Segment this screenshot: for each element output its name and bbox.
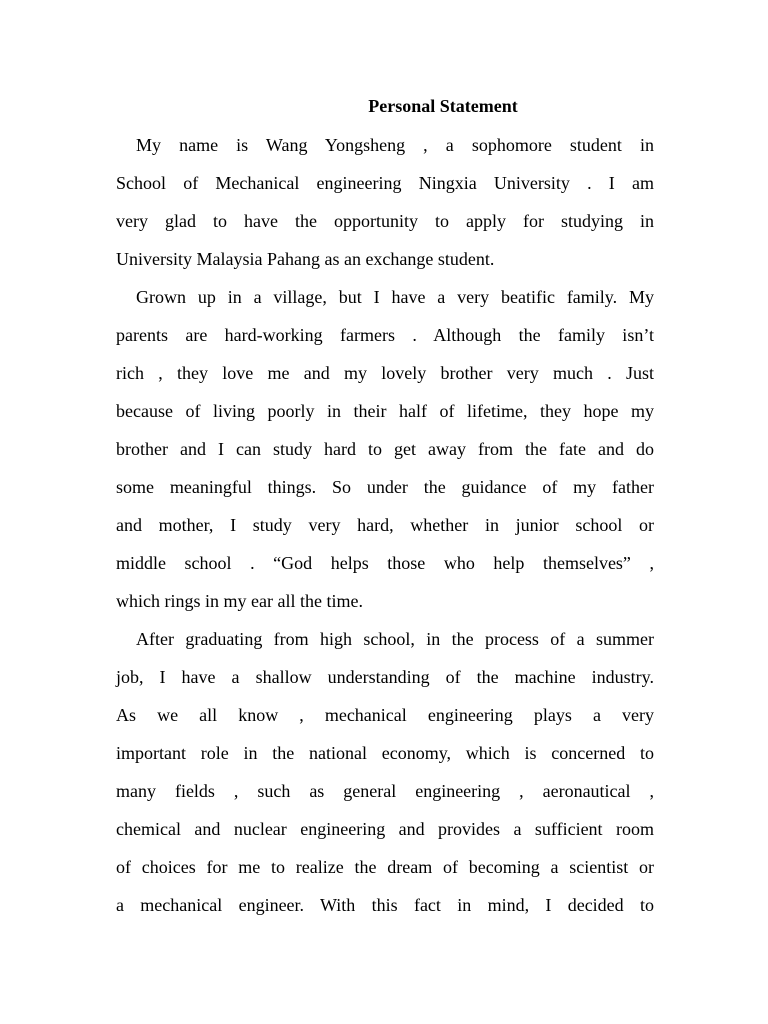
text-line: brother and I can study hard to get away from the fate and do <box>116 439 654 459</box>
text-line: After graduating from high school, in the process of a summer <box>136 629 654 649</box>
text-line: parents are hard-working farmers . Although the family isn’t <box>116 325 654 345</box>
text-line: a mechanical engineer. With this fact in mind, I decided to <box>116 895 654 915</box>
text-line: important role in the national economy, which is concerned to <box>116 743 654 763</box>
text-line: which rings in my ear all the time. <box>116 591 363 611</box>
text-line: School of Mechanical engineering Ningxia University . I am <box>116 173 654 193</box>
document-title: Personal Statement <box>368 96 518 116</box>
text-line: Grown up in a village, but I have a very beatific family. My <box>136 287 654 307</box>
text-line: My name is Wang Yongsheng , a sophomore student in <box>136 135 654 155</box>
text-line: middle school . “God helps those who help themselves” , <box>116 553 654 573</box>
text-line: As we all know , mechanical engineering plays a very <box>116 705 654 725</box>
text-line: University Malaysia Pahang as an exchange student. <box>116 249 495 269</box>
paragraph-3 <box>116 620 654 924</box>
paragraph-1 <box>116 126 654 278</box>
text-line: job, I have a shallow understanding of the machine industry. <box>116 667 654 687</box>
text-line: because of living poorly in their half of lifetime, they hope my <box>116 401 654 421</box>
text-line: very glad to have the opportunity to apply for studying in <box>116 211 654 231</box>
text-line: rich , they love me and my lovely brother very much . Just <box>116 363 654 383</box>
paragraph-2 <box>116 278 654 620</box>
text-line: many fields , such as general engineering , aeronautical , <box>116 781 654 801</box>
text-line: some meaningful things. So under the guidance of my father <box>116 477 654 497</box>
text-line: chemical and nuclear engineering and provides a sufficient room <box>116 819 654 839</box>
text-line: and mother, I study very hard, whether in junior school or <box>116 515 654 535</box>
document-body <box>116 126 654 924</box>
text-line: of choices for me to realize the dream of becoming a scientist or <box>116 857 654 877</box>
